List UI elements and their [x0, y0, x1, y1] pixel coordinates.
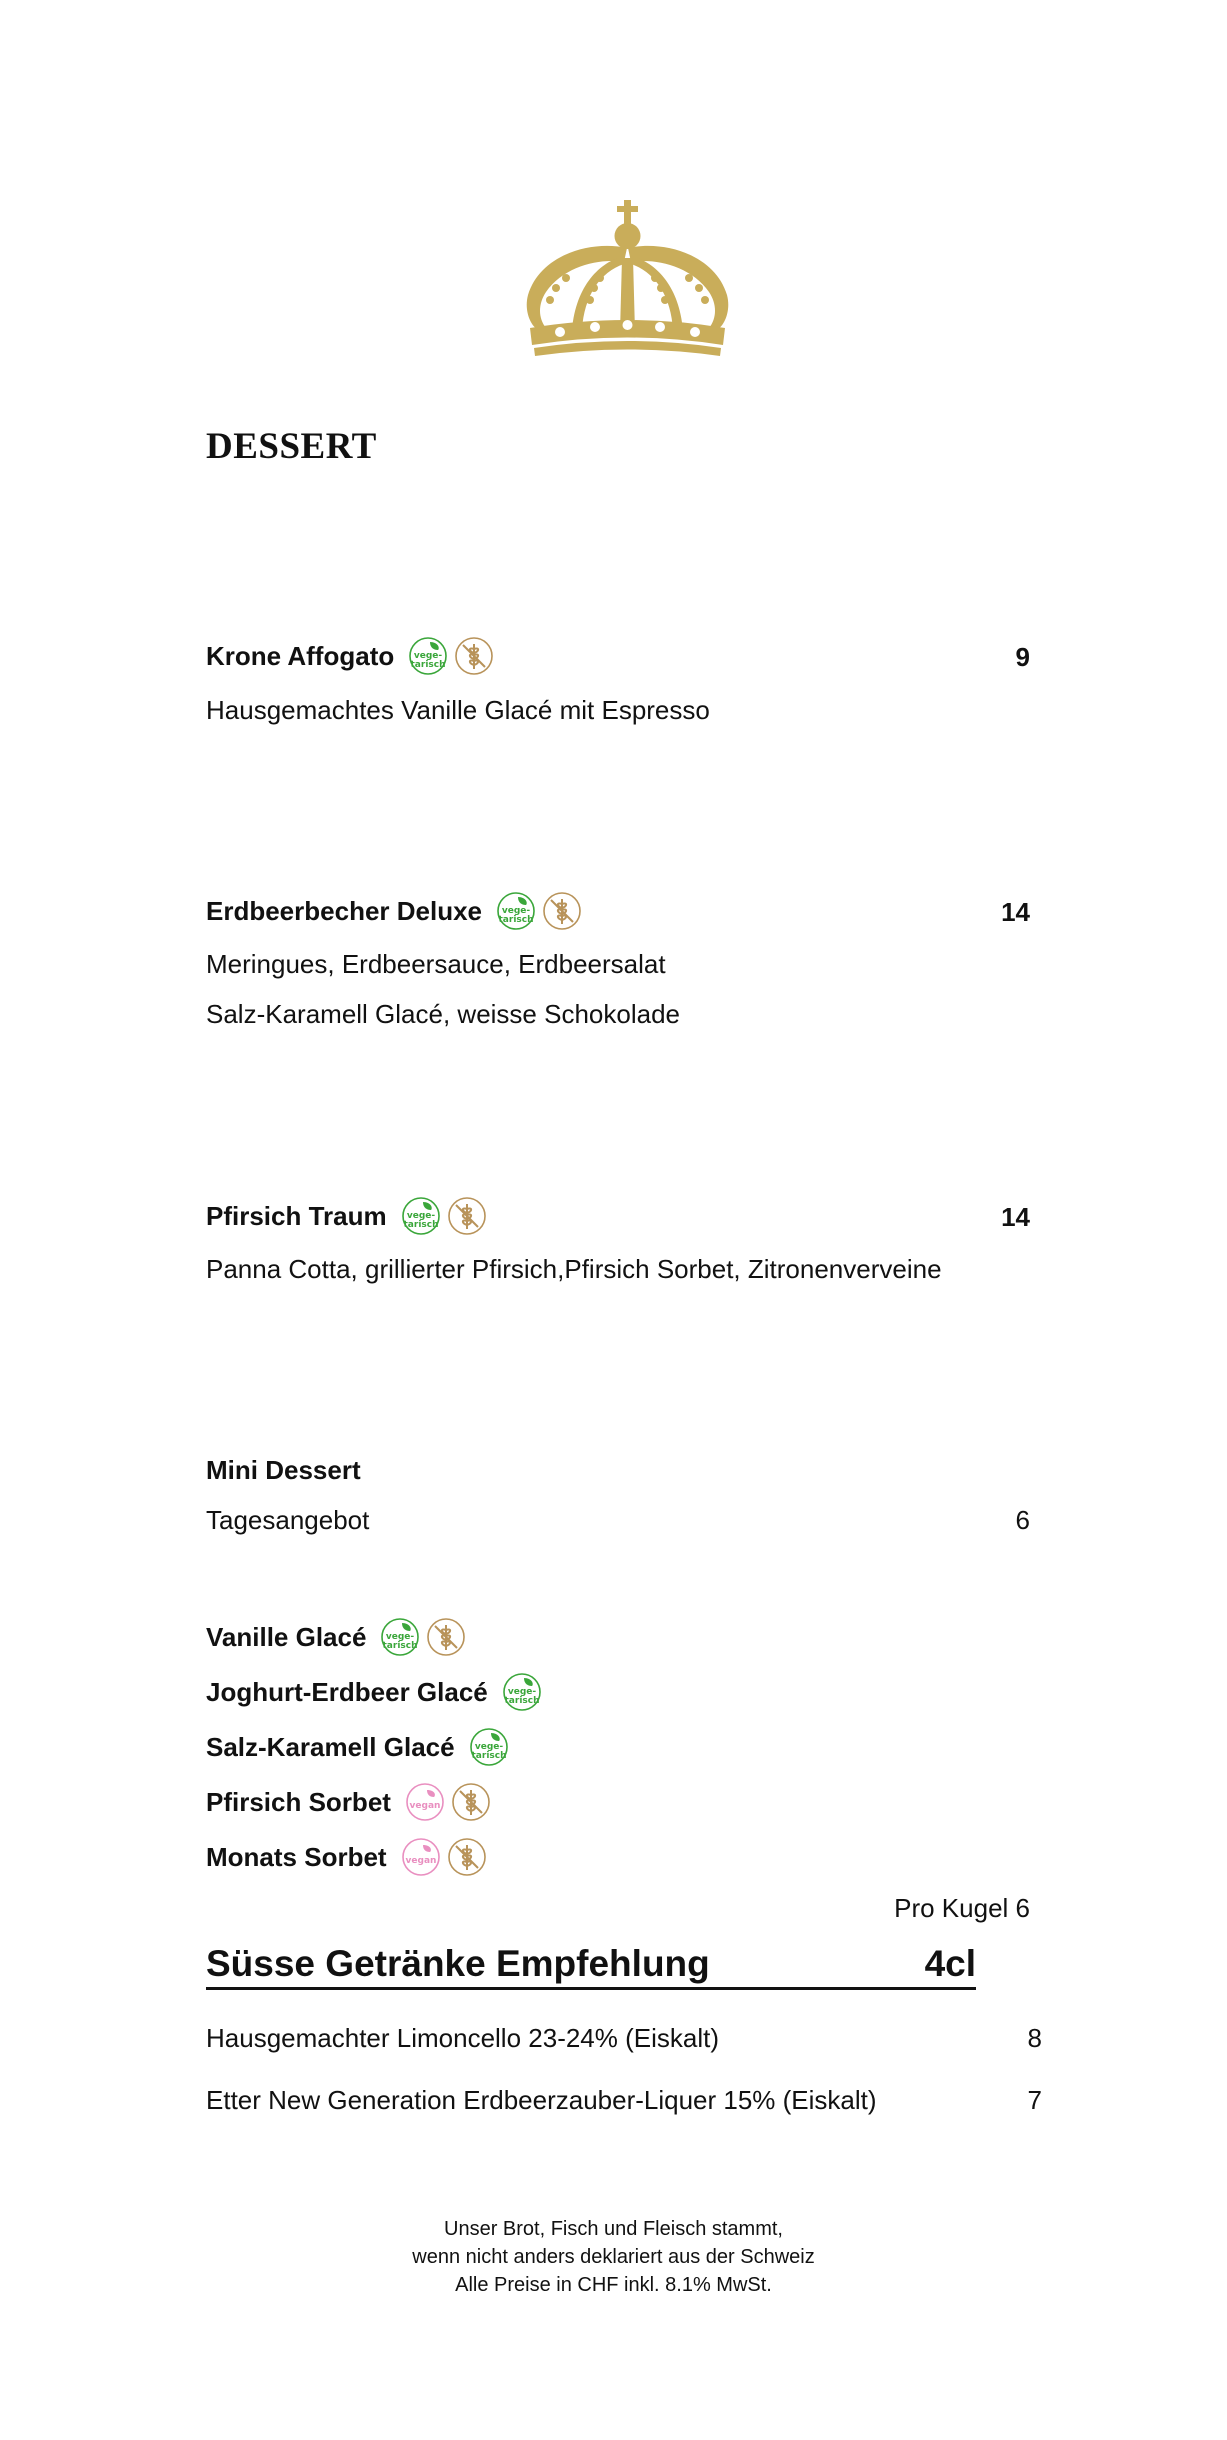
item-description: Panna Cotta, grillierter Pfirsich,Pfirsich Sorbet, Zitronenverveine: [206, 1254, 942, 1284]
svg-text:vege-: vege-: [386, 1632, 415, 1642]
vegan-icon: [401, 1837, 441, 1877]
item-name-text: Vanille Glacé: [206, 1621, 367, 1652]
section-title-text: Süsse Getränke Empfehlung: [206, 1943, 710, 1984]
price-per-scoop: Pro Kugel 6: [894, 1893, 1030, 1923]
svg-text:tarisch: tarisch: [471, 1751, 507, 1761]
section-unit: 4cl: [924, 1943, 976, 1984]
gluten-free-icon: [451, 1782, 491, 1822]
svg-text:vegan: vegan: [409, 1801, 441, 1811]
svg-text:vege-: vege-: [507, 1687, 536, 1697]
mini-dessert-name: [206, 1455, 361, 1486]
svg-text:tarisch: tarisch: [410, 660, 446, 670]
svg-text:vegan: vegan: [405, 1856, 437, 1866]
mini-dessert-price: 6: [1015, 1505, 1030, 1535]
item-name-text: Krone Affogato: [206, 640, 395, 671]
item-price: 9: [1015, 642, 1030, 672]
ice-cream-item: [206, 1782, 491, 1822]
vegan-icon: [405, 1782, 445, 1822]
crown-icon: [520, 200, 735, 360]
item-name-text: Pfirsich Traum: [206, 1200, 387, 1231]
ice-cream-item: [206, 1672, 542, 1712]
svg-text:tarisch: tarisch: [504, 1696, 540, 1706]
item-description: Meringues, Erdbeersauce, Erdbeersalat: [206, 949, 666, 979]
drink-name: Etter New Generation Erdbeerzauber-Liquer 15% (Eiskalt): [206, 2085, 877, 2115]
item-name-text: Mini Dessert: [206, 1455, 361, 1485]
menu-item-name: [206, 1196, 487, 1236]
mini-dessert-description: Tagesangebot: [206, 1505, 370, 1535]
vegetarian-icon: [469, 1727, 509, 1767]
crown-logo: [520, 200, 735, 360]
ice-cream-item: [206, 1837, 487, 1877]
item-name-text: Joghurt-Erdbeer Glacé: [206, 1676, 488, 1707]
svg-text:vege-: vege-: [501, 906, 531, 916]
svg-text:vege-: vege-: [474, 1742, 503, 1752]
item-price: 14: [1001, 1202, 1030, 1232]
gluten-free-icon: [542, 891, 582, 931]
svg-text:tarisch: tarisch: [403, 1220, 439, 1230]
gluten-free-icon: [426, 1617, 466, 1657]
ice-cream-item: [206, 1727, 509, 1767]
item-name-text: Monats Sorbet: [206, 1841, 387, 1872]
menu-item-name: [206, 891, 582, 931]
drink-price: 8: [1027, 2023, 1042, 2053]
drinks-section-title: [206, 1943, 976, 1990]
vegetarian-icon: [496, 891, 536, 931]
gluten-free-icon: [447, 1196, 487, 1236]
item-name-text: Salz-Karamell Glacé: [206, 1731, 455, 1762]
vegetarian-icon: [380, 1617, 420, 1657]
item-name-text: Erdbeerbecher Deluxe: [206, 895, 483, 926]
item-price: 14: [1001, 897, 1030, 927]
footer-line: Alle Preise in CHF inkl. 8.1% MwSt.: [455, 2274, 772, 2296]
page-title: DESSERT: [206, 426, 377, 467]
vegetarian-icon: [401, 1196, 441, 1236]
gluten-free-icon: [447, 1837, 487, 1877]
vegetarian-icon: [502, 1672, 542, 1712]
svg-text:vege-: vege-: [414, 651, 443, 661]
gluten-free-icon: [454, 636, 494, 676]
footer-line: wenn nicht anders deklariert aus der Schweiz: [412, 2246, 815, 2268]
vegetarian-icon: [408, 636, 448, 676]
footer-line: Unser Brot, Fisch und Fleisch stammt,: [444, 2218, 783, 2240]
svg-text:tarisch: tarisch: [382, 1641, 418, 1651]
svg-text:vege-: vege-: [406, 1211, 435, 1221]
svg-text:tarisch: tarisch: [498, 915, 534, 925]
ice-cream-item: [206, 1617, 466, 1657]
drink-price: 7: [1027, 2085, 1042, 2115]
menu-item-name: [206, 636, 494, 676]
drink-name: Hausgemachter Limoncello 23-24% (Eiskalt): [206, 2023, 720, 2053]
item-name-text: Pfirsich Sorbet: [206, 1786, 391, 1817]
item-description: Hausgemachtes Vanille Glacé mit Espresso: [206, 695, 710, 725]
item-description: Salz-Karamell Glacé, weisse Schokolade: [206, 999, 680, 1029]
footer-note: [0, 2215, 1227, 2299]
